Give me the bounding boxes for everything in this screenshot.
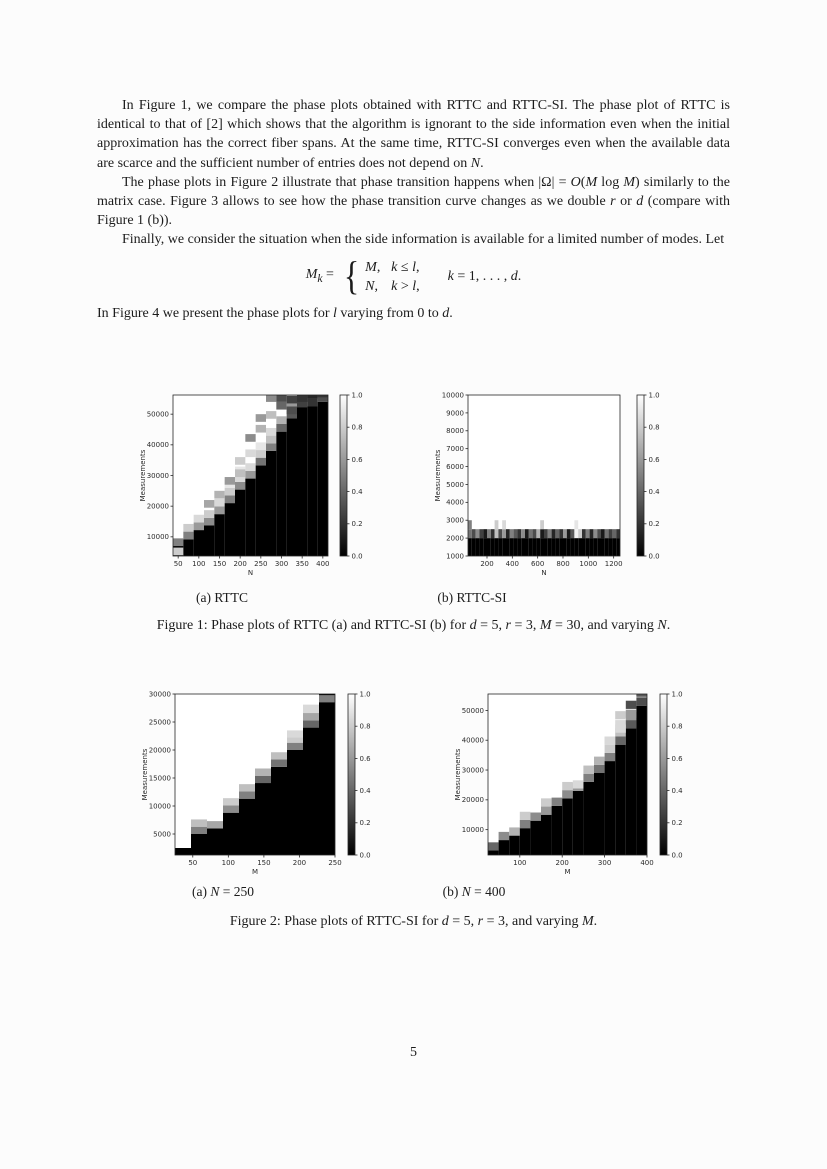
svg-text:1.0: 1.0: [351, 391, 363, 400]
svg-text:600: 600: [530, 560, 545, 568]
svg-text:50000: 50000: [461, 706, 484, 715]
subplot-fig1a: [137, 388, 377, 593]
svg-text:0.2: 0.2: [648, 520, 660, 529]
svg-text:150: 150: [212, 560, 227, 568]
svg-text:5000: 5000: [446, 480, 464, 489]
svg-text:15000: 15000: [148, 774, 171, 783]
paragraph-2: The phase plots in Figure 2 illustrate that phase transition happens when |Ω| = O(M log M) similarly to the matrix case. Figure 3 allows to see how the phase transition curve changes as we double r or d (compare with Figure 1 (b)).: [97, 174, 731, 229]
svg-text:20000: 20000: [146, 502, 169, 511]
svg-text:30000: 30000: [146, 471, 169, 480]
svg-text:250: 250: [254, 560, 268, 568]
svg-text:250: 250: [328, 859, 342, 867]
svg-text:7000: 7000: [446, 445, 464, 454]
svg-text:Measurements: Measurements: [454, 748, 462, 801]
svg-text:0.8: 0.8: [351, 423, 363, 432]
svg-text:0.6: 0.6: [351, 455, 363, 464]
svg-text:6000: 6000: [446, 462, 464, 471]
figure-1: [0, 388, 827, 648]
svg-text:50000: 50000: [146, 410, 169, 419]
svg-text:0.4: 0.4: [351, 488, 363, 496]
svg-text:20000: 20000: [148, 746, 171, 755]
svg-text:2000: 2000: [446, 534, 464, 543]
paragraph-3: Finally, we consider the situation when the side information is available for a limited number of modes. Let: [122, 232, 725, 248]
svg-text:800: 800: [556, 560, 570, 568]
svg-text:0.2: 0.2: [351, 520, 363, 529]
cases-brace: {: [343, 252, 360, 298]
svg-text:0.6: 0.6: [359, 754, 371, 763]
svg-text:50: 50: [173, 560, 183, 568]
svg-text:30000: 30000: [148, 690, 171, 699]
svg-text:10000: 10000: [441, 391, 464, 400]
svg-text:25000: 25000: [148, 718, 171, 727]
phase-plot-n250: [137, 686, 377, 886]
svg-text:200: 200: [233, 560, 247, 568]
svg-text:350: 350: [295, 560, 309, 568]
svg-text:M: M: [564, 868, 571, 876]
subcaption-fig2b: (b) N = 400: [442, 884, 506, 899]
svg-text:N: N: [247, 569, 254, 577]
svg-text:Measurements: Measurements: [139, 449, 147, 502]
svg-text:0.8: 0.8: [648, 423, 660, 432]
equation-lhs: $M_k$ =: [305, 267, 334, 285]
svg-text:0.0: 0.0: [359, 851, 371, 860]
svg-text:9000: 9000: [446, 409, 464, 418]
phase-plot-rttc-si: [430, 388, 680, 588]
svg-text:200: 200: [292, 859, 307, 867]
subplot-fig2b: [430, 686, 700, 891]
svg-text:5000: 5000: [153, 830, 171, 839]
svg-text:30000: 30000: [461, 766, 484, 775]
paragraph-1: In Figure 1, we compare the phase plots obtained with RTTC and RTTC-SI. The phase plot of RTTC is identical to that of [2] which shows that the algorithm is ignorant to the side information even when the initial approximation has the correct fiber spans. At the same time, RTTC-SI converges even when the available data are scarce and the sufficient number of entries does not depend on N.: [97, 98, 730, 171]
svg-text:4000: 4000: [446, 498, 464, 507]
equation-condition: k = 1, . . . , d.: [447, 269, 522, 285]
svg-text:0.4: 0.4: [359, 787, 371, 795]
subplot-fig1b: [430, 388, 680, 593]
svg-text:0.6: 0.6: [671, 754, 683, 763]
svg-text:100: 100: [513, 859, 527, 867]
subcaption-fig2a: (a) N = 250: [192, 884, 254, 899]
svg-text:0.0: 0.0: [648, 552, 660, 561]
case-row-1: [365, 258, 420, 277]
svg-text:0.0: 0.0: [351, 552, 363, 561]
equation-mk-cases: [97, 252, 730, 298]
svg-text:1000: 1000: [579, 560, 598, 568]
svg-text:400: 400: [316, 560, 330, 568]
subplot-fig2a: [137, 686, 377, 891]
case-row-2: [365, 277, 420, 296]
svg-text:0.0: 0.0: [671, 851, 683, 860]
svg-text:N: N: [541, 569, 547, 577]
phase-plot-n400: [430, 686, 700, 886]
svg-text:0.8: 0.8: [359, 722, 371, 731]
svg-text:300: 300: [597, 859, 612, 867]
case-2-condition: k > l,: [391, 278, 420, 294]
svg-text:100: 100: [192, 560, 206, 568]
svg-text:0.8: 0.8: [671, 722, 683, 731]
case-1-condition: k ≤ l,: [391, 259, 420, 275]
subcaption-fig1a: (a) RTTC: [195, 590, 249, 605]
svg-text:Measurements: Measurements: [141, 748, 149, 801]
page-number: 5: [410, 1045, 417, 1060]
svg-text:40000: 40000: [461, 736, 484, 745]
svg-text:400: 400: [640, 859, 654, 867]
svg-text:1.0: 1.0: [648, 391, 660, 400]
svg-text:10000: 10000: [461, 826, 484, 835]
svg-text:100: 100: [221, 859, 236, 867]
figure-1-caption: Figure 1: Phase plots of RTTC (a) and RTTC-SI (b) for d = 5, r = 3, M = 30, and varying N.: [156, 618, 671, 633]
svg-text:0.2: 0.2: [359, 819, 371, 828]
svg-text:Measurements: Measurements: [434, 449, 442, 502]
svg-text:200: 200: [555, 859, 569, 867]
case-2-value: N,: [365, 278, 378, 294]
svg-text:200: 200: [480, 560, 494, 568]
svg-text:1200: 1200: [604, 560, 623, 568]
paragraph-4: In Figure 4 we present the phase plots for l varying from 0 to d.: [97, 305, 453, 321]
svg-text:1.0: 1.0: [671, 690, 683, 699]
case-1-value: M,: [365, 259, 381, 275]
phase-plot-rttc: [137, 388, 377, 588]
svg-text:400: 400: [505, 560, 520, 568]
figure-2: [0, 686, 827, 946]
svg-text:40000: 40000: [146, 441, 169, 450]
svg-text:M: M: [251, 868, 259, 876]
svg-text:1000: 1000: [446, 552, 464, 561]
svg-text:300: 300: [274, 560, 289, 568]
subcaption-fig1b: (b) RTTC-SI: [437, 590, 507, 605]
svg-text:10000: 10000: [146, 533, 169, 542]
svg-text:150: 150: [257, 859, 271, 867]
svg-text:1.0: 1.0: [359, 690, 371, 699]
body-text: [97, 96, 730, 323]
figure-2-caption: Figure 2: Phase plots of RTTC-SI for d = 5, r = 3, and varying M.: [229, 914, 598, 929]
svg-text:3000: 3000: [446, 516, 464, 525]
svg-text:50: 50: [188, 859, 198, 867]
svg-text:8000: 8000: [446, 427, 464, 436]
cases-body: [365, 258, 420, 296]
svg-text:0.4: 0.4: [671, 787, 683, 795]
svg-text:10000: 10000: [148, 802, 171, 811]
svg-text:0.4: 0.4: [648, 488, 660, 496]
svg-text:0.6: 0.6: [648, 455, 660, 464]
svg-text:20000: 20000: [461, 796, 484, 805]
svg-text:0.2: 0.2: [671, 819, 683, 828]
